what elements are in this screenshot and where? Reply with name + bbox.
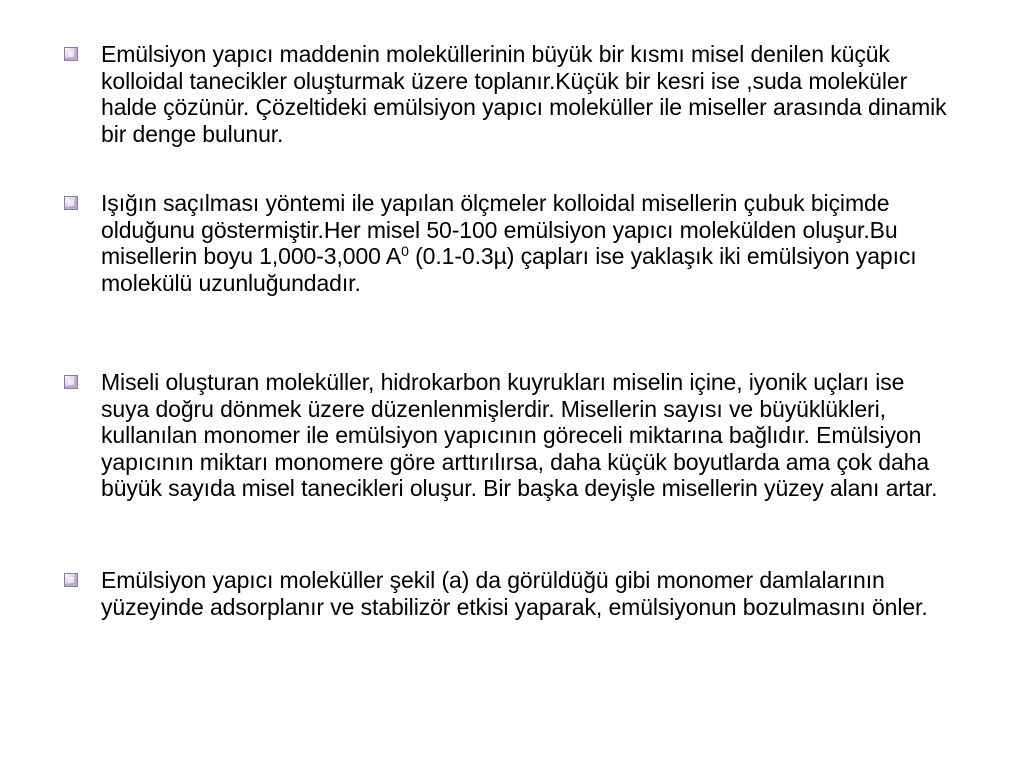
bullet-text-part: (0.1-0.3µ) çapları ise yaklaşık iki emülsiyon yapıcı molekülü uzunluğundadır.: [101, 243, 917, 296]
bullet-text: Emülsiyon yapıcı moleküller şekil (a) da görüldüğü gibi monomer damlalarının yüzeyinde adsorplanır ve stabilizör etkisi yaparak, emülsiyonun bozulmasını önler.: [101, 567, 928, 620]
bullet-text-part: Işığın saçılması yöntemi ile yapılan ölçmeler kolloidal misellerin çubuk biçimde olduğunu göstermiştir.Her misel 50-100 emülsiyon yapıcı molekülden oluşur.Bu misellerin boyu 1,000-3,000 A: [101, 190, 898, 269]
square-bullet-icon: [64, 573, 78, 587]
square-bullet-icon: [64, 375, 78, 389]
square-bullet-icon: [64, 196, 78, 210]
bullet-text: Miseli oluşturan moleküller, hidrokarbon kuyrukları miselin içine, iyonik uçları ise suya doğru dönmek üzere düzenlenmişlerdir. Misellerin sayısı ve büyüklükleri, kullanılan monomer ile emülsiyon yapıcının göreceli miktarına bağlıdır. Emülsiyon yapıcının miktarı monomere göre arttırılırsa, daha küçük boyutlarda ama çok daha büyük sayıda misel tanecikleri oluşur. Bir başka deyişle misellerin yüzey alanı artar.: [101, 369, 938, 501]
angstrom-superscript: 0: [401, 243, 409, 259]
bullet-text: Emülsiyon yapıcı maddenin moleküllerinin büyük bir kısmı misel denilen küçük kolloidal tanecikler oluşturmak üzere toplanır.Küçük bir kesri ise ,suda moleküler halde çözünür. Çözeltideki emülsiyon yapıcı moleküller ile miseller arasında dinamik bir denge bulunur.: [101, 41, 947, 147]
bullet-text: [101, 190, 951, 296]
square-bullet-icon: [64, 47, 78, 61]
